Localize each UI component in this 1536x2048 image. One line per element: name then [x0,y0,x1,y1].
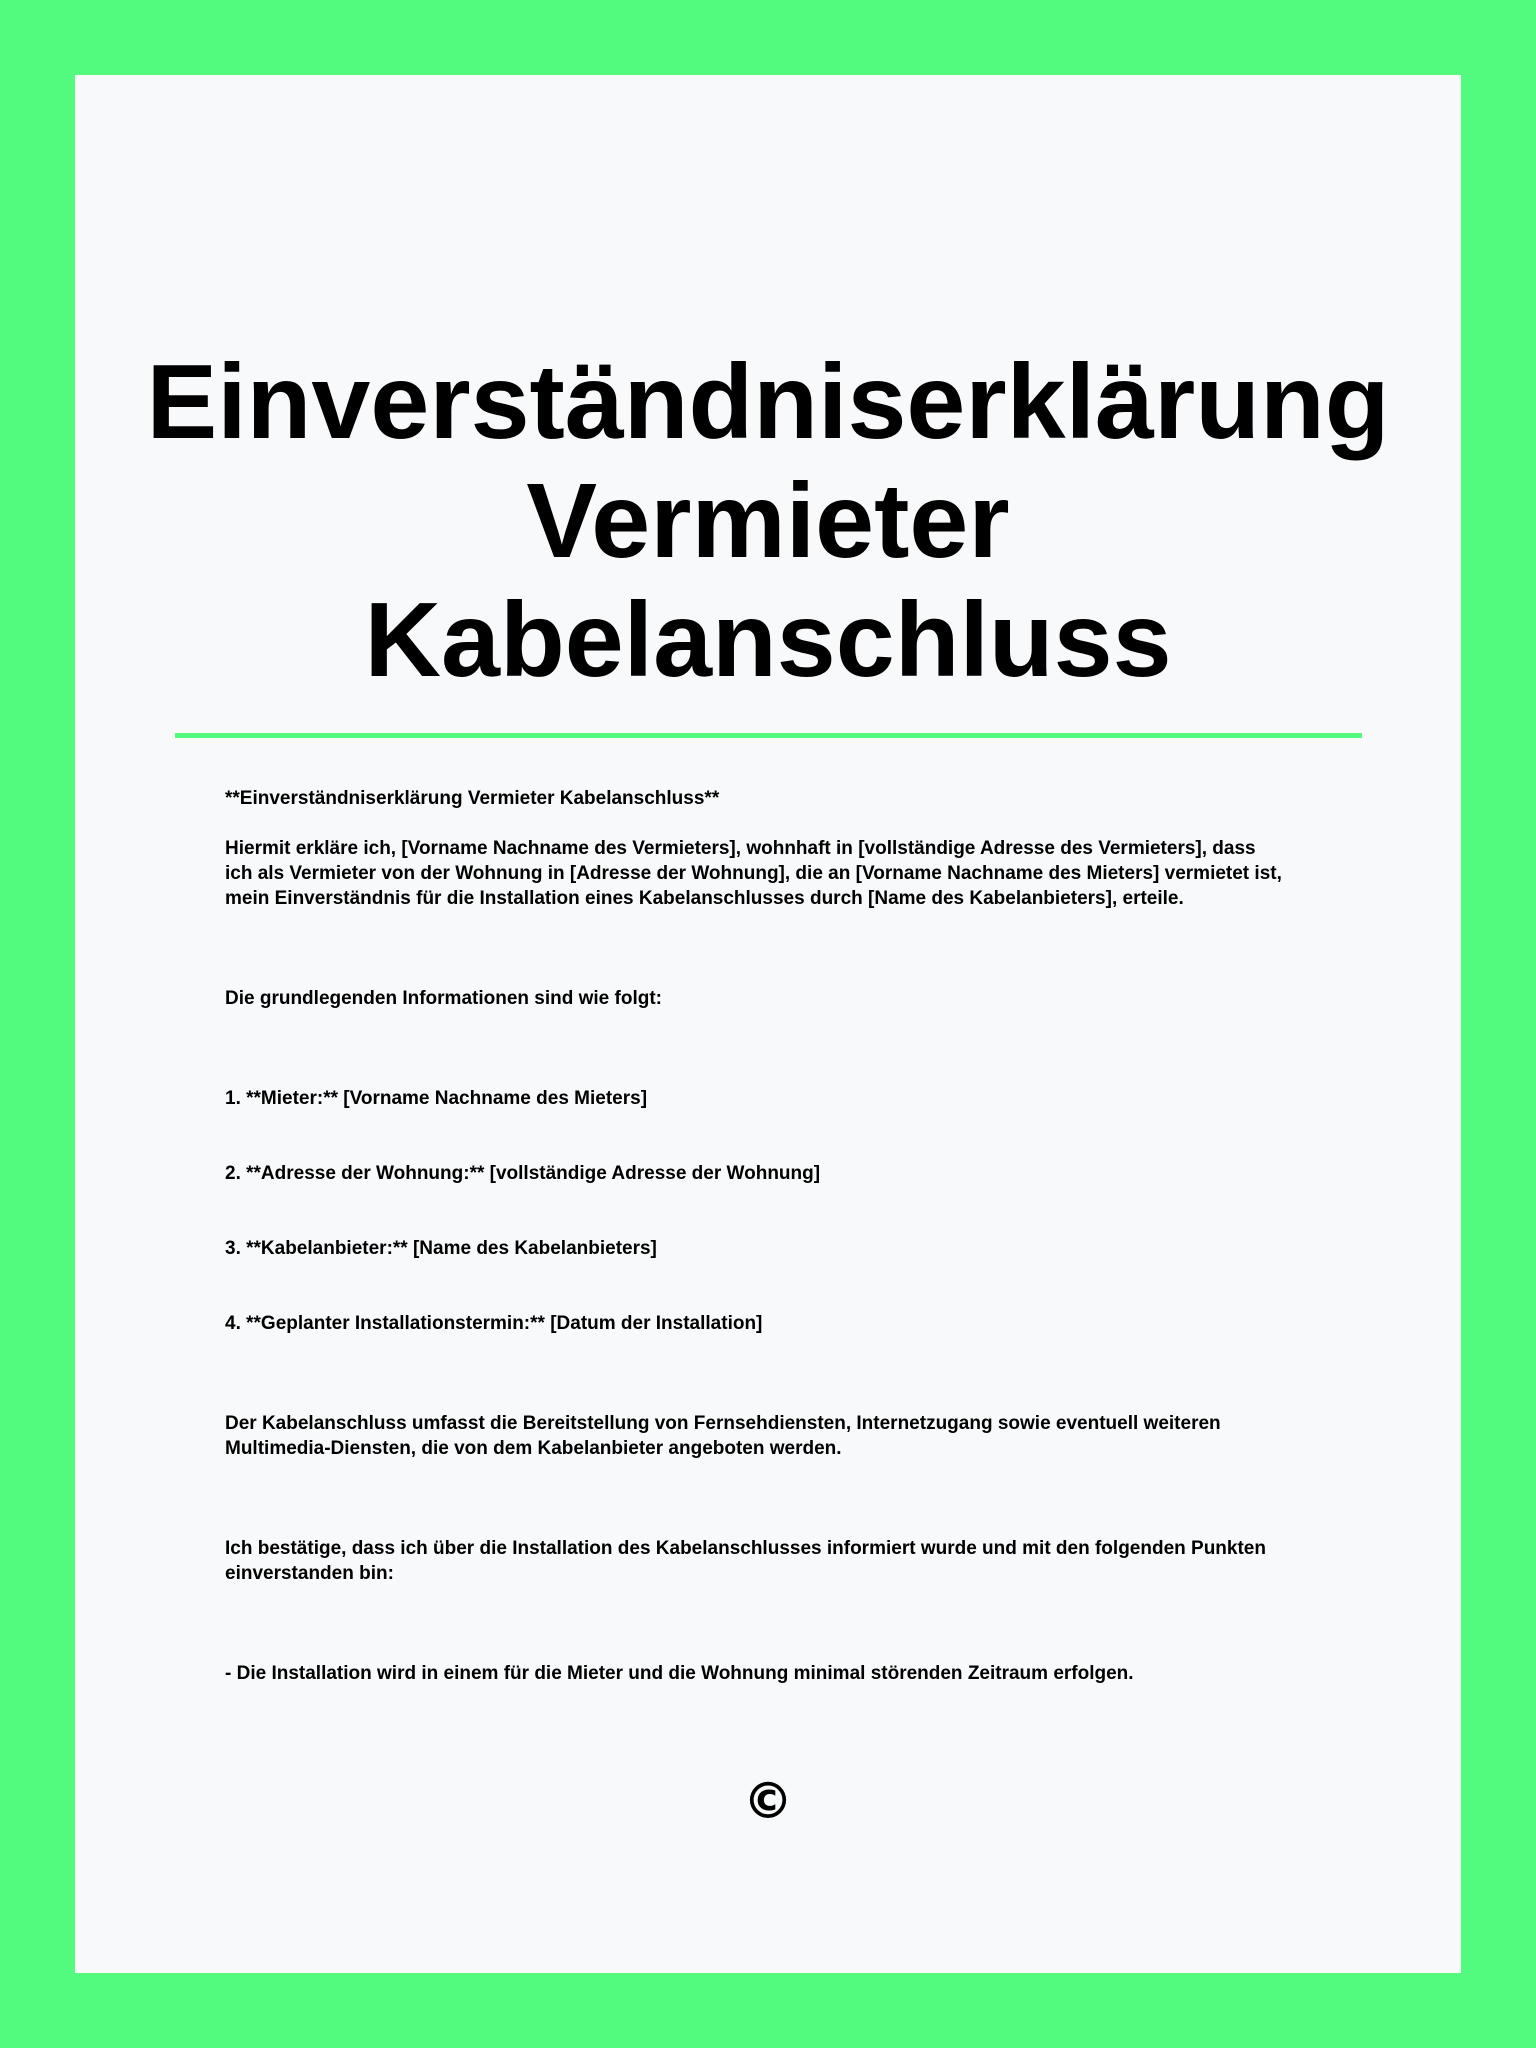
confirm-line-2: einverstanden bin: [225,1563,394,1584]
list-item-tenant: 1. **Mieter:** [Vorname Nachname des Mieters] [225,1088,648,1109]
title-line-2: Vermieter [526,462,1010,580]
list-item-address: 2. **Adresse der Wohnung:** [vollständige Adresse der Wohnung] [225,1163,821,1184]
service-line-1: Der Kabelanschluss umfasst die Bereitstellung von Fernsehdiensten, Internetzugang sowie eventuell weiteren [225,1413,1221,1434]
title-line-3: Kabelanschluss [364,581,1172,699]
list-item-date: 4. **Geplanter Installationstermin:** [Datum der Installation] [225,1313,763,1334]
document-title [75,343,1461,700]
list-item-provider: 3. **Kabelanbieter:** [Name des Kabelanbieters] [225,1238,657,1259]
document-heading: **Einverständniserklärung Vermieter Kabelanschluss** [225,788,720,809]
copyright-icon: © [743,1772,793,1830]
confirm-line-1: Ich bestätige, dass ich über die Installation des Kabelanschlusses informiert wurde und mit den folgenden Punkten [225,1538,1266,1559]
intro-line-2: ich als Vermieter von der Wohnung in [Adresse der Wohnung], die an [Vorname Nachname des Mieters] vermietet ist, [225,863,1282,884]
intro-line-1: Hiermit erkläre ich, [Vorname Nachname des Vermieters], wohnhaft in [vollständige Adresse des Vermieters], dass [225,838,1256,859]
bullet-item: - Die Installation wird in einem für die Mieter und die Wohnung minimal störenden Zeitraum erfolgen. [225,1663,1134,1684]
document-page [75,75,1461,1973]
info-intro: Die grundlegenden Informationen sind wie folgt: [225,988,662,1009]
title-divider [175,733,1362,738]
intro-line-3: mein Einverständnis für die Installation eines Kabelanschlusses durch [Name des Kabelanbieters], erteile. [225,888,1184,909]
service-line-2: Multimedia-Diensten, die von dem Kabelanbieter angeboten werden. [225,1438,842,1459]
title-line-1: Einverständniserklärung [146,343,1390,461]
